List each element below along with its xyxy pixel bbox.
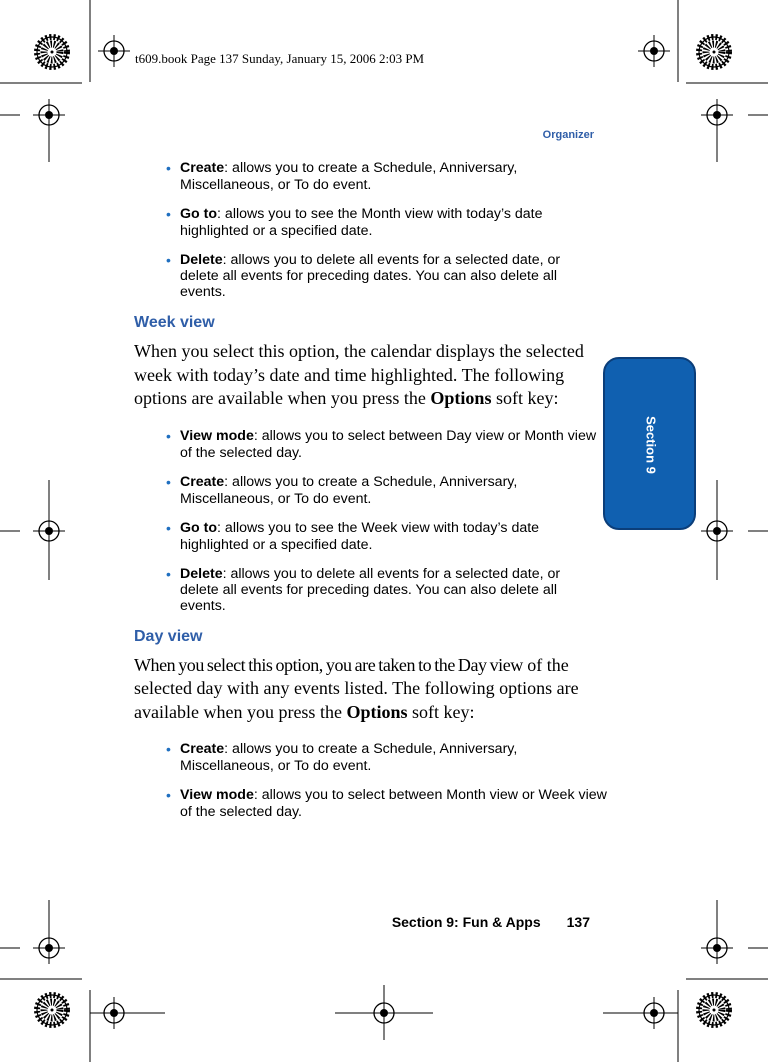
option-desc: : allows you to see the Week view with today’s date highlighted or a specified date.	[180, 519, 540, 553]
option-item	[134, 474, 540, 508]
option-desc: : allows you to select between Day view or Month view of the selected day.	[180, 427, 597, 461]
bullet-icon: •	[166, 787, 171, 803]
bullet-icon: •	[166, 252, 171, 268]
print-slug: t609.book Page 137 Sunday, January 15, 2006 2:03 PM	[135, 51, 425, 66]
bullet-icon: •	[166, 519, 171, 536]
option-term: Go to	[180, 206, 218, 222]
option-item	[134, 741, 540, 775]
option-term: View mode	[180, 787, 254, 803]
option-term: Delete	[180, 565, 223, 582]
option-term: Go to	[180, 519, 218, 536]
option-desc: : allows you to delete all events for a selected date, or delete all events for preceding dates. You can also delete all events.	[180, 565, 561, 614]
option-term: Delete	[180, 252, 223, 268]
bullet-icon: •	[166, 565, 171, 582]
footer-section-label: Section 9: Fun & Apps	[391, 914, 541, 930]
bullet-icon: •	[166, 473, 171, 490]
section-tab-label: Section 9	[643, 416, 659, 474]
option-term: View mode	[180, 427, 254, 444]
option-item	[134, 428, 600, 462]
option-term: Create	[180, 473, 225, 490]
option-item	[134, 787, 610, 821]
option-item	[134, 160, 540, 194]
option-item	[134, 566, 590, 614]
week-view-description: When you select this option, the calendar displays the selected week with today’s date and time highlighted. The following options are available when you press the Options soft key:	[134, 341, 584, 408]
bullet-icon: •	[166, 741, 171, 757]
option-desc: : allows you to select between Month view or Week view of the selected day.	[180, 787, 607, 820]
running-head: Organizer	[542, 129, 594, 141]
page-footer	[392, 914, 590, 930]
day-view-heading: Day view	[134, 627, 203, 645]
option-term: Create	[180, 741, 225, 757]
day-view-description: When you select this option, you are taken to the Day view of the selected day with any events listed. The following options are available when you press the Options soft key:	[134, 654, 579, 722]
option-item	[134, 520, 570, 554]
option-term: Create	[180, 160, 225, 176]
week-view-heading: Week view	[134, 314, 215, 331]
page-content	[134, 160, 607, 833]
bullet-icon: •	[166, 206, 171, 222]
bullet-icon: •	[166, 427, 171, 444]
option-item	[134, 252, 590, 300]
week-view-options	[134, 427, 597, 614]
month-view-options	[134, 160, 594, 300]
option-desc: : allows you to create a Schedule, Anniversary, Miscellaneous, or To do event.	[180, 473, 518, 507]
option-desc: : allows you to delete all events for a selected date, or delete all events for preceding dates. You can also delete all events.	[180, 252, 561, 300]
option-desc: : allows you to see the Month view with today’s date highlighted or a specified date.	[180, 206, 543, 239]
section-tab	[603, 357, 696, 530]
option-desc: : allows you to create a Schedule, Anniversary, Miscellaneous, or To do event.	[180, 160, 518, 193]
page-number: 137	[566, 914, 590, 930]
option-desc: : allows you to create a Schedule, Anniversary, Miscellaneous, or To do event.	[180, 741, 518, 774]
bullet-icon: •	[166, 160, 171, 176]
option-item	[134, 206, 570, 240]
day-view-options	[134, 741, 607, 821]
